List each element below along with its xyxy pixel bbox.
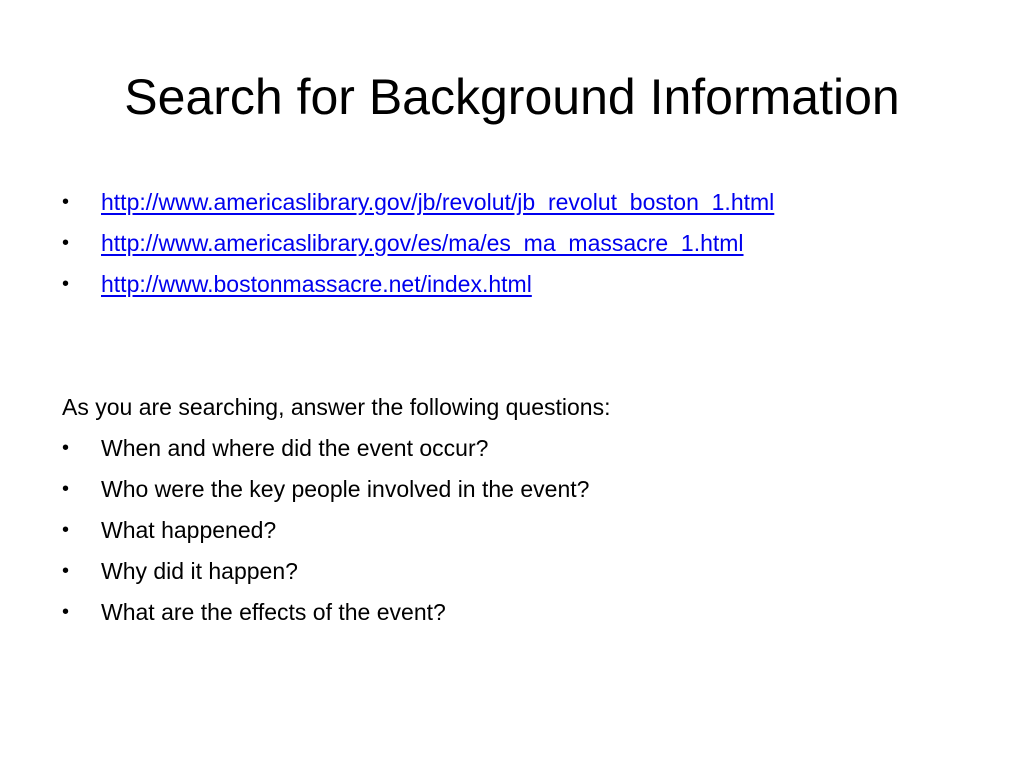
bullet-icon: • [62,519,70,541]
bullet-icon: • [62,437,70,459]
list-item [62,182,982,223]
question-text: When and where did the event occur? [101,435,489,461]
list-item [62,428,982,469]
link-list [62,182,982,305]
question-text: Why did it happen? [101,558,298,584]
bullet-icon: • [62,191,70,213]
link-americaslibrary-jb[interactable]: http://www.americaslibrary.gov/jb/revolut/jb_revolut_boston_1.html [101,189,775,215]
list-item [62,264,982,305]
bullet-icon: • [62,601,70,623]
question-text: What are the effects of the event? [101,599,446,625]
list-item [62,223,982,264]
question-text: Who were the key people involved in the event? [101,476,590,502]
list-item [62,592,982,633]
list-item [62,551,982,592]
link-americaslibrary-es[interactable]: http://www.americaslibrary.gov/es/ma/es_ma_massacre_1.html [101,230,744,256]
bullet-icon: • [62,232,70,254]
bullet-icon: • [62,273,70,295]
bullet-icon: • [62,478,70,500]
question-list [62,428,982,633]
questions-intro: As you are searching, answer the following questions: [62,394,611,420]
list-item [62,510,982,551]
slide-content [62,182,982,633]
list-item [62,469,982,510]
link-bostonmassacre[interactable]: http://www.bostonmassacre.net/index.html [101,271,532,297]
spacer [62,305,982,387]
question-text: What happened? [101,517,277,543]
slide-title: Search for Background Information [124,69,900,125]
bullet-icon: • [62,560,70,582]
